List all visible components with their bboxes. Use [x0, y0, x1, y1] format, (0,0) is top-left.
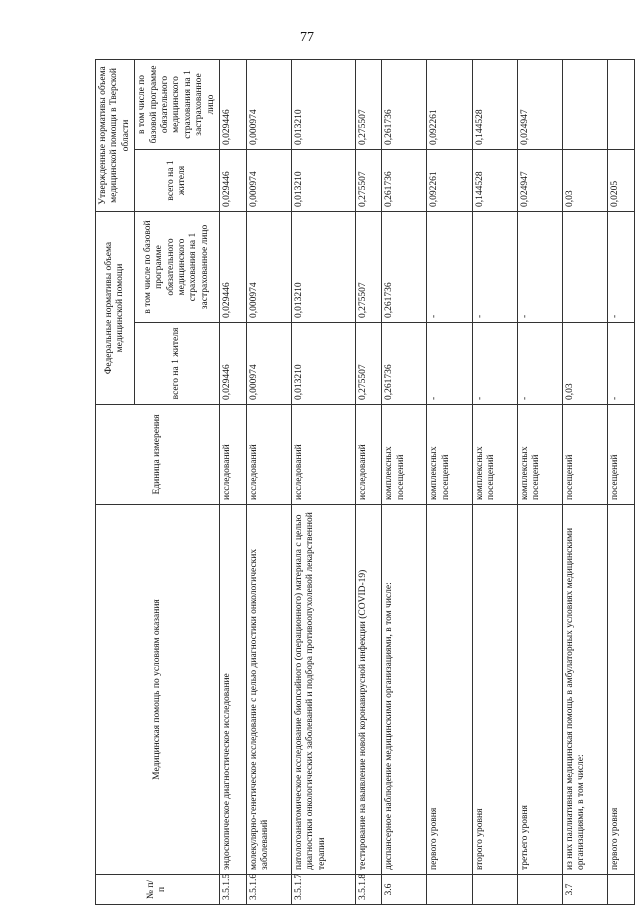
- row-fed-oms: 0,275507: [355, 211, 382, 322]
- row-name: первого уровня: [427, 505, 472, 875]
- row-fed-oms: -: [472, 211, 517, 322]
- row-unit: посещений: [563, 405, 608, 505]
- row-reg-oms: 0,144528: [472, 59, 517, 149]
- row-name: третьего уровня: [517, 505, 562, 875]
- row-num: 3.5.1.7: [291, 875, 355, 905]
- row-fed-total: 0,029446: [219, 323, 246, 405]
- row-num: 3.5.1.6: [246, 875, 291, 905]
- header-regional-oms: в том числе по базовой программе обязательного медицинского страхования на 1 застрахованное лицо: [135, 59, 220, 149]
- table-row: [563, 59, 608, 904]
- row-num: [427, 875, 472, 905]
- header-row-top: [96, 59, 135, 904]
- row-name: патологоанатомическое исследование биопсийного (операционного) материала с целью диагностики онкологических заболеваний и подбора противоопухолевой лекарственной терапии: [291, 505, 355, 875]
- row-num: [472, 875, 517, 905]
- row-num: [517, 875, 562, 905]
- row-name: второго уровня: [472, 505, 517, 875]
- row-fed-total: 0,03: [563, 323, 608, 405]
- row-fed-total: 0,013210: [291, 323, 355, 405]
- row-reg-oms: 0,092261: [427, 59, 472, 149]
- row-fed-total: -: [427, 323, 472, 405]
- table-row: [472, 59, 517, 904]
- header-federal: Федеральные нормативы объема медицинской помощи: [96, 211, 135, 404]
- row-unit: комплексных посещений: [472, 405, 517, 505]
- row-num: [608, 875, 635, 905]
- row-unit: исследований: [219, 405, 246, 505]
- row-reg-total: 0,03: [563, 149, 608, 211]
- row-fed-total: -: [517, 323, 562, 405]
- row-unit: комплексных посещений: [517, 405, 562, 505]
- row-fed-total: -: [472, 323, 517, 405]
- row-reg-oms: 0,029446: [219, 59, 246, 149]
- row-num: 3.7: [563, 875, 608, 905]
- row-name: молекулярно-генетическое исследование с целью диагностики онкологических заболеваний: [246, 505, 291, 875]
- row-unit: посещений: [608, 405, 635, 505]
- row-num: 3.5.1.8: [355, 875, 382, 905]
- row-num: 3.5.1.5: [219, 875, 246, 905]
- table-row: [219, 59, 246, 904]
- row-name: диспансерное наблюдение медицинскими организациями, в том числе:: [382, 505, 427, 875]
- row-reg-oms: 0,275507: [355, 59, 382, 149]
- page-number: 77: [300, 30, 314, 45]
- header-num: № п/п: [96, 875, 220, 905]
- row-fed-total: -: [608, 323, 635, 405]
- row-name: первого уровня: [608, 505, 635, 875]
- row-reg-total: 0,144528: [472, 149, 517, 211]
- row-unit: исследований: [291, 405, 355, 505]
- row-unit: комплексных посещений: [427, 405, 472, 505]
- row-fed-oms: 0,261736: [382, 211, 427, 322]
- header-regional: Утвержденные нормативы объема медицинской помощи в Тверской области: [96, 59, 135, 211]
- table-row: [427, 59, 472, 904]
- row-fed-total: 0,261736: [382, 323, 427, 405]
- header-care-type: Медицинская помощь по условиям оказания: [96, 505, 220, 875]
- volume-norms-table: [95, 59, 635, 905]
- row-fed-oms: -: [517, 211, 562, 322]
- row-name: эндоскопическое диагностическое исследование: [219, 505, 246, 875]
- row-reg-total: 0,013210: [291, 149, 355, 211]
- row-reg-total: 0,275507: [355, 149, 382, 211]
- row-reg-oms: [608, 59, 635, 149]
- table-row: [608, 59, 635, 904]
- row-reg-total: 0,261736: [382, 149, 427, 211]
- row-fed-oms: -: [608, 211, 635, 322]
- rotated-table-wrapper: [95, 60, 635, 905]
- row-reg-total: 0,092261: [427, 149, 472, 211]
- row-reg-total: 0,029446: [219, 149, 246, 211]
- row-num: 3.6: [382, 875, 427, 905]
- row-reg-oms: 0,024947: [517, 59, 562, 149]
- row-reg-total: 0,0205: [608, 149, 635, 211]
- row-fed-total: 0,000974: [246, 323, 291, 405]
- header-federal-total: всего на 1 жителя: [135, 323, 220, 405]
- row-reg-total: 0,000974: [246, 149, 291, 211]
- row-reg-total: 0,024947: [517, 149, 562, 211]
- row-fed-oms: [563, 211, 608, 322]
- row-fed-total: 0,275507: [355, 323, 382, 405]
- header-unit: Единица измерения: [96, 405, 220, 505]
- row-unit: исследований: [246, 405, 291, 505]
- row-unit: исследований: [355, 405, 382, 505]
- row-name: из них паллиативная медицинская помощь в амбулаторных условиях медицинскими организациями, в том числе:: [563, 505, 608, 875]
- row-reg-oms: 0,261736: [382, 59, 427, 149]
- row-unit: комплексных посещений: [382, 405, 427, 505]
- table-row: [382, 59, 427, 904]
- header-regional-total: всего на 1 жителя: [135, 149, 220, 211]
- row-fed-oms: 0,029446: [219, 211, 246, 322]
- header-federal-oms: в том числе по базовой программе обязательного медицинского страхования на 1 застрахованное лицо: [135, 211, 220, 322]
- row-name: тестирование на выявление новой коронавирусной инфекции (COVID-19): [355, 505, 382, 875]
- row-fed-oms: -: [427, 211, 472, 322]
- row-reg-oms: 0,013210: [291, 59, 355, 149]
- row-reg-oms: 0,000974: [246, 59, 291, 149]
- row-fed-oms: 0,013210: [291, 211, 355, 322]
- table-row: [291, 59, 355, 904]
- table-row: [517, 59, 562, 904]
- table-row: [355, 59, 382, 904]
- row-reg-oms: [563, 59, 608, 149]
- row-fed-oms: 0,000974: [246, 211, 291, 322]
- table-row: [246, 59, 291, 904]
